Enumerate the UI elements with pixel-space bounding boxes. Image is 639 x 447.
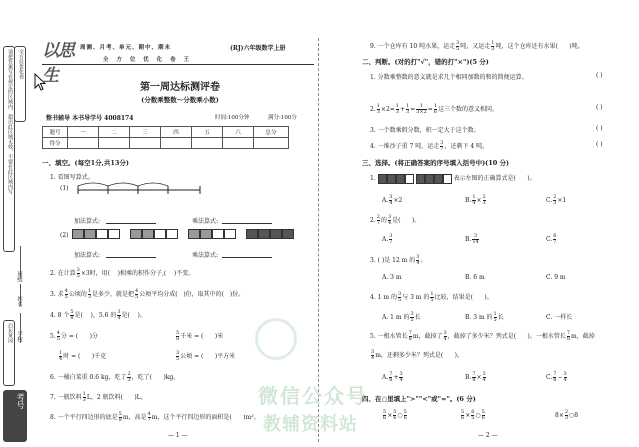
choice-2-a[interactable]: A. $\frac{3}{7}$ <box>382 233 393 245</box>
page-number-1: — 1 — <box>168 432 188 439</box>
page-subtitle: (分数乘整数～分数乘小数) <box>141 96 219 104</box>
exam-score: 满分:100分 <box>268 115 297 121</box>
judge-3: 3. 一个数乘假分数，积一定大于这个数。 <box>370 127 480 134</box>
score-table <box>42 126 289 149</box>
page-number-2: — 2 — <box>478 432 498 439</box>
judge-2: 2. $\frac{1}{3}$ ×2= $\frac{1}{3}$ + $\frac{1}{3}$ = $\frac{1}{3\times 2}$ = $\frac{1}{6}$ 这三个数的意义相同。 <box>370 103 499 115</box>
table-row: 得分 <box>43 138 289 149</box>
notice-box-2: 全方位优化卷 <box>14 46 26 122</box>
shaded-squares <box>72 229 294 239</box>
field-class-label: 班级 <box>16 271 22 282</box>
hotline: 整书辅导 本书导学号 4008174 <box>46 115 134 122</box>
q3: 3. 求 $\frac{4}{5}$ 公顷的 $\frac{1}{3}$ 是多少，就是把 $\frac{4}{5}$ 公顷平均分成( )份，取其中的( )份。 <box>50 288 245 300</box>
choice-4-b[interactable]: B. 3 m 的 $\frac{1}{5}$ 长 <box>465 311 504 323</box>
header-subtitle: 全 方 位 优 化 卷 王 <box>103 57 192 63</box>
brand-logo: 以思生 <box>42 41 74 86</box>
choice-1-b[interactable]: B. $\frac{1}{4}$ × $\frac{2}{3}$ <box>465 194 486 206</box>
header-grade: (RJ)六年级数学上册 <box>230 45 286 52</box>
section-choice: 三、选择。(将正确答案的序号填入括号中)(10 分) <box>362 159 510 167</box>
choice-5-line1: 5. 一根水管长 $\frac{7}{8}$ m，截掉了 $\frac{3}{4}$ ，截掉了多少米？列式是( )。一根水管长 $\frac{7}{8}$ m，截掉 <box>370 330 595 342</box>
answer-blank[interactable] <box>106 223 156 224</box>
watermark-logo-icon <box>255 318 297 360</box>
field-school-label: 学校 <box>16 331 22 342</box>
q1: 1. 看图写算式。 <box>50 174 94 181</box>
q5-row1b: $\frac{5}{8}$ 千米 = ( )米 <box>176 330 224 342</box>
answer-blank[interactable] <box>222 223 272 224</box>
compare-3[interactable]: 8× $\frac{2}{3}$ ○8 <box>555 409 579 421</box>
watermark-line2: 教辅资料站 <box>263 414 358 435</box>
q7: 7. 一瓶饮料 $\frac{1}{3}$ L，2 瓶饮料( )L。 <box>50 391 147 403</box>
table-row: 题号 一 二 三 四 五 六 总分 <box>43 127 289 138</box>
choice-3-b[interactable]: B. 6 m <box>465 274 485 281</box>
header-nav: 周测、月考、单元、期中、期末 <box>80 45 172 51</box>
q5-row2: $\frac{1}{4}$ 时 = ( )千克 <box>59 350 107 362</box>
q6: 6. 一桶白菜重 0.6 kg，吃了 $\frac{2}{3}$ ，吃了( )kg。 <box>50 371 180 383</box>
choice-1: 1. 表示左图的正确算式是( )。 <box>370 175 536 182</box>
brand-badge: 考号 <box>3 390 27 442</box>
choice-2: 2. $\frac{2}{7}$ 的 $\frac{3}{4}$ 是( )。 <box>370 214 421 226</box>
notice-box: 请把答案写在规定的区域内，超出此区域无效，不要在此区域内写 <box>3 46 15 252</box>
brand-box: 启东黄冈 <box>3 320 15 386</box>
choice-5-c[interactable]: C. $\frac{7}{8}$ − $\frac{3}{4}$ <box>546 371 567 383</box>
choice-2-c[interactable]: C. $\frac{6}{7}$ <box>546 233 557 245</box>
choice-5-b[interactable]: B. $\frac{7}{8}$ × $\frac{3}{4}$ <box>465 371 486 383</box>
q5-row1: 5. $\frac{4}{5}$ 分 = ( )分 <box>50 330 98 342</box>
judge-1: 1. 分数乘整数的意义就是求几个相同加数的和的简便运算。 <box>370 74 528 81</box>
judge-4: 4. 一堆沙子重 7 吨，运走 $\frac{3}{7}$ ，还剩下 4 吨。 <box>370 140 489 152</box>
section-fill-blank: 一、填空。(每空1分,共13分) <box>42 159 129 167</box>
answer-blank[interactable] <box>222 257 272 258</box>
choice-5-a[interactable]: A. $\frac{7}{8}$ + $\frac{3}{4}$ <box>382 371 403 383</box>
choice-3: 3. ( )是 12 m 的 $\frac{3}{4}$ 。 <box>370 254 427 266</box>
exam-time: 时间:100分钟 <box>215 115 250 121</box>
q9: 9. 一个仓库有 10 吨水果，运走 $\frac{3}{5}$ 吨，又运走 $\frac{1}{3}$ 吨，这个仓库还有水果( )吨。 <box>370 40 584 52</box>
choice-2-b[interactable]: B. $\frac{3}{14}$ <box>465 233 479 245</box>
q2: 2. 在计算 $\frac{3}{5}$ ×3时，用( )相乘的积作分子,( )不变。 <box>50 267 195 279</box>
section-judge: 二、判断。(对的打"√"，错的打"×")(5 分) <box>362 58 489 66</box>
choice-5-line2: $\frac{3}{4}$ m，还剩多少米？列式是( )。 <box>371 349 464 361</box>
watermark-line1: 微信公众号 <box>258 384 368 408</box>
choice-3-c[interactable]: C. 9 m <box>546 274 566 281</box>
q8: 8. 一个平行四边形的底是 $\frac{5}{8}$ m，高是 $\frac{4}{7}$ m，这个平行四边形的面积是( )m²。 <box>50 411 260 423</box>
segment-diagram <box>70 180 220 206</box>
q4: 4. 8 个 $\frac{5}{8}$ 是( )，5.6 的 $\frac{3}{4}$ 是( )。 <box>50 309 146 321</box>
choice-4-a[interactable]: A. 1 m 的 $\frac{3}{5}$ 长 <box>382 311 421 323</box>
choice-1-a[interactable]: A. $\frac{3}{4}$ ×2 <box>382 194 403 206</box>
choice-3-a[interactable]: A. 3 m <box>382 274 402 281</box>
choice-4-c[interactable]: C. 一样长 <box>546 314 573 321</box>
field-name-label: 姓名 <box>16 296 22 307</box>
choice-4: 4. 1 m 的 $\frac{3}{5}$ 与 3 m 的 $\frac{1}{5}$ 比较，结果是( )。 <box>370 291 493 303</box>
compare-2[interactable]: $\frac{5}{6}$ × $\frac{6}{5}$ ○ $\frac{5}{6}$ <box>461 409 485 421</box>
page-title: 第一周达标测评卷 <box>140 82 220 93</box>
answer-blank[interactable] <box>106 257 156 258</box>
section-compare: 四、在○里填上">""<"或"="。(6 分) <box>362 395 476 403</box>
q5-row2b: $\frac{3}{5}$ 公顷 = ( )平方米 <box>176 350 236 362</box>
choice-1-c[interactable]: C. $\frac{2}{3}$ ×1 <box>546 194 567 206</box>
compare-1[interactable]: $\frac{5}{6}$ × $\frac{5}{6}$ ○ $\frac{5}{6}$ <box>383 409 407 421</box>
